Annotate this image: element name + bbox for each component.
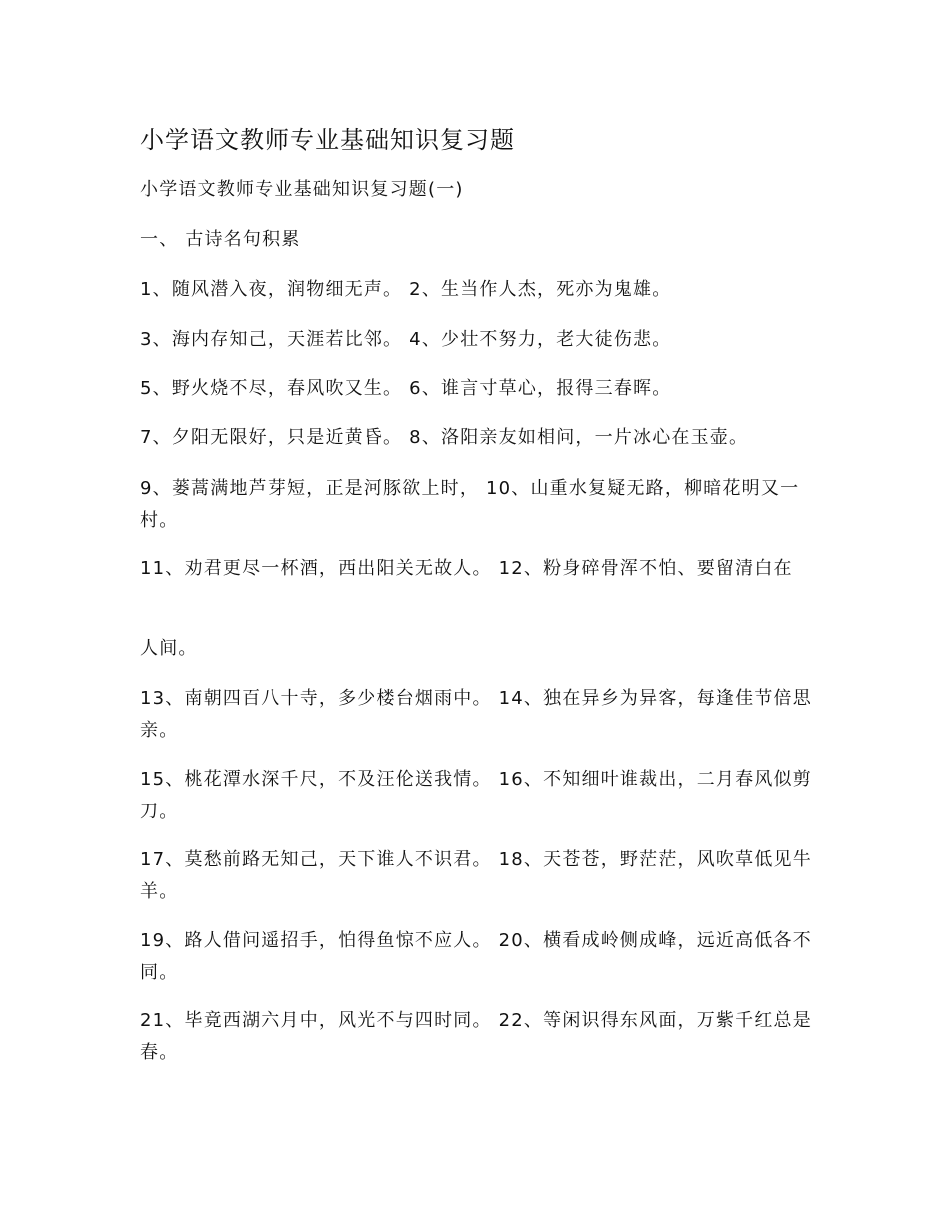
section-heading: 一、 古诗名句积累 <box>140 229 301 250</box>
poem-line: 7、夕阳无限好，只是近黄昏。 8、洛阳亲友如相问，一片冰心在玉壶。 <box>140 427 749 448</box>
poem-line: 15、桃花潭水深千尺，不及汪伦送我情。 16、不知细叶谁裁出，二月春风似剪刀。 <box>140 769 812 822</box>
poem-line: 人间。 <box>140 638 198 659</box>
poem-line: 17、莫愁前路无知己，天下谁人不识君。 18、天苍苍，野茫茫，风吹草低见牛羊。 <box>140 849 812 902</box>
poem-line: 19、路人借问遥招手，怕得鱼惊不应人。 20、横看成岭侧成峰，远近高低各不同。 <box>140 930 812 983</box>
poem-line: 1、随风潜入夜，润物细无声。 2、生当作人杰，死亦为鬼雄。 <box>140 279 672 300</box>
poem-line: 13、南朝四百八十寺，多少楼台烟雨中。 14、独在异乡为异客，每逢佳节倍思亲。 <box>140 688 812 741</box>
poem-line: 3、海内存知己，天涯若比邻。 4、少壮不努力，老大徒伤悲。 <box>140 329 672 350</box>
poem-line: 21、毕竟西湖六月中，风光不与四时同。 22、等闲识得东风面，万紫千红总是春。 <box>140 1010 812 1063</box>
poem-line: 5、野火烧不尽，春风吹又生。 6、谁言寸草心，报得三春晖。 <box>140 378 672 399</box>
document-subtitle: 小学语文教师专业基础知识复习题(一) <box>140 179 464 200</box>
poem-line: 9、蒌蒿满地芦芽短，正是河豚欲上时， 10、山重水复疑无路，柳暗花明又一村。 <box>140 478 800 531</box>
poem-line: 11、劝君更尽一杯酒，西出阳关无故人。 12、粉身碎骨浑不怕、要留清白在 <box>140 558 793 579</box>
document-title: 小学语文教师专业基础知识复习题 <box>140 126 515 154</box>
